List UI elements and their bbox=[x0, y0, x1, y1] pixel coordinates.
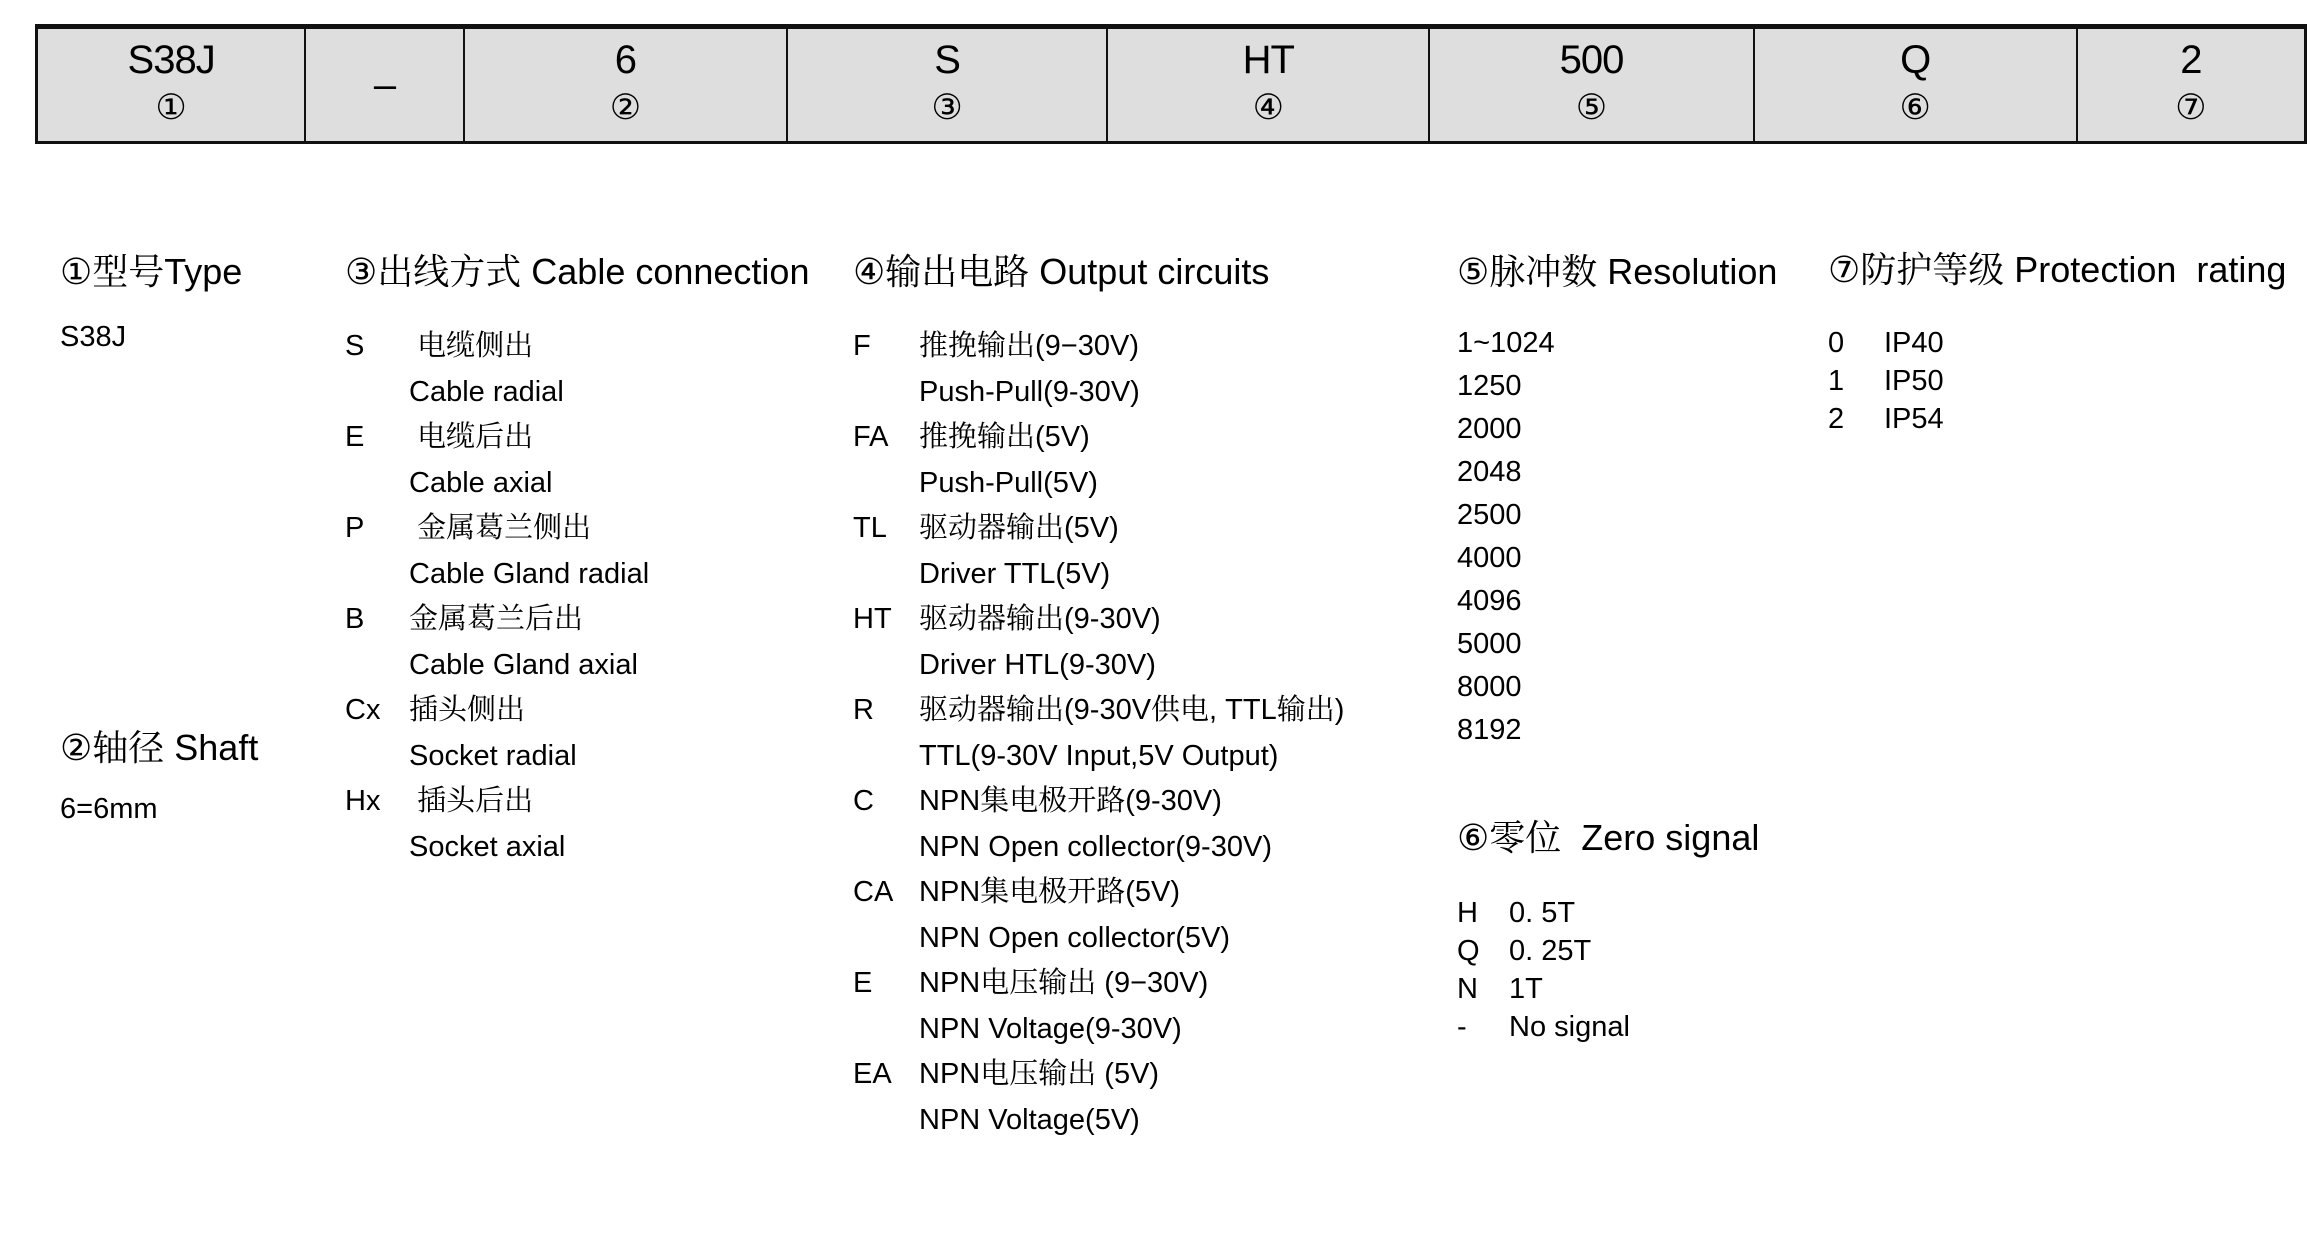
model-code-index: ② bbox=[609, 88, 642, 127]
option-code: FA bbox=[853, 421, 889, 453]
zero-signal-item bbox=[1457, 894, 1759, 932]
model-code-cell bbox=[786, 29, 1106, 141]
zero-signal-item bbox=[1457, 932, 1759, 970]
option-value: IP50 bbox=[1884, 365, 1944, 397]
option-label-en: Driver TTL(5V) bbox=[919, 557, 1111, 590]
option-label-zh: 插头后出 bbox=[409, 785, 534, 817]
option-label-en: Cable axial bbox=[409, 466, 553, 499]
option-label-zh: 推挽输出(5V) bbox=[919, 421, 1090, 453]
model-code-cell bbox=[463, 29, 786, 141]
model-code-index: ⑦ bbox=[2175, 88, 2207, 127]
cable-connection-item bbox=[345, 324, 809, 415]
model-code-index: ④ bbox=[1252, 88, 1284, 127]
option-code: Q bbox=[1457, 935, 1480, 967]
model-code-value: S38J bbox=[127, 38, 215, 82]
section-type-heading: ①型号Type bbox=[60, 251, 243, 292]
option-value: 0. 25T bbox=[1509, 935, 1592, 967]
resolution-value: 5000 bbox=[1457, 628, 1522, 660]
output-circuit-item bbox=[853, 597, 1344, 688]
output-circuit-item bbox=[853, 870, 1344, 961]
option-code: P bbox=[345, 512, 365, 544]
option-label-en: Cable radial bbox=[409, 375, 564, 408]
model-code-cell bbox=[38, 29, 304, 141]
option-label-en: Cable Gland radial bbox=[409, 557, 650, 590]
section-type-value: S38J bbox=[60, 321, 127, 353]
option-value: 0. 5T bbox=[1509, 897, 1576, 929]
resolution-value: 2000 bbox=[1457, 413, 1522, 445]
option-code: F bbox=[853, 330, 871, 362]
section-protection-rating bbox=[1828, 248, 2286, 438]
model-code-value: 500 bbox=[1559, 38, 1624, 82]
model-code-value: – bbox=[373, 63, 396, 107]
cable-connection-item bbox=[345, 597, 809, 688]
model-code-value: 6 bbox=[614, 38, 637, 82]
option-code: S bbox=[345, 330, 365, 362]
resolution-value: 4000 bbox=[1457, 542, 1522, 574]
section-shaft bbox=[60, 726, 258, 828]
option-label-zh: 驱动器输出(9-30V供电, TTL输出) bbox=[919, 694, 1345, 726]
protection-rating-item bbox=[1828, 324, 2286, 362]
option-label-en: Push-Pull(9-30V) bbox=[919, 375, 1140, 408]
option-label-en: Driver HTL(9-30V) bbox=[919, 648, 1156, 681]
option-code: 0 bbox=[1828, 327, 1845, 359]
option-code: - bbox=[1457, 1011, 1467, 1043]
resolution-value: 8192 bbox=[1457, 714, 1522, 746]
resolution-value: 1250 bbox=[1457, 370, 1522, 402]
option-label-en: Push-Pull(5V) bbox=[919, 466, 1098, 499]
option-code: E bbox=[345, 421, 365, 453]
section-output-circuits-heading: ④输出电路 Output circuits bbox=[853, 251, 1270, 292]
model-code-value: 2 bbox=[2180, 38, 2202, 82]
model-code-index: ⑤ bbox=[1575, 88, 1608, 127]
option-code: TL bbox=[853, 512, 887, 544]
protection-rating-item bbox=[1828, 400, 2286, 438]
section-output-circuits bbox=[853, 250, 1344, 1143]
option-code: 1 bbox=[1828, 365, 1845, 397]
cable-connection-item bbox=[345, 415, 809, 506]
option-label-en: TTL(9-30V Input,5V Output) bbox=[919, 739, 1279, 772]
option-label-en: NPN Open collector(9-30V) bbox=[919, 830, 1272, 863]
section-type bbox=[60, 250, 242, 356]
output-circuit-item bbox=[853, 1052, 1344, 1143]
model-code-cell bbox=[1753, 29, 2076, 141]
section-resolution-heading: ⑤脉冲数 Resolution bbox=[1457, 251, 1778, 292]
option-code: HT bbox=[853, 603, 892, 635]
output-circuit-item bbox=[853, 688, 1344, 779]
resolution-value: 4096 bbox=[1457, 585, 1522, 617]
section-cable-connection bbox=[345, 250, 809, 870]
option-code: 2 bbox=[1828, 403, 1845, 435]
option-code: EA bbox=[853, 1058, 892, 1090]
cable-connection-item bbox=[345, 779, 809, 870]
model-code-table bbox=[35, 24, 2307, 144]
option-value: No signal bbox=[1509, 1011, 1630, 1043]
option-label-zh: 金属葛兰侧出 bbox=[409, 512, 592, 544]
option-code: CA bbox=[853, 876, 894, 908]
option-label-zh: 驱动器输出(5V) bbox=[919, 512, 1119, 544]
option-code: N bbox=[1457, 973, 1478, 1005]
model-code-cell bbox=[1106, 29, 1428, 141]
option-label-en: Socket axial bbox=[409, 830, 566, 863]
section-protection-rating-heading: ⑦防护等级 Protection rating bbox=[1828, 249, 2287, 290]
option-label-en: NPN Voltage(9-30V) bbox=[919, 1012, 1182, 1045]
option-code: Hx bbox=[345, 785, 381, 817]
option-label-en: NPN Voltage(5V) bbox=[919, 1103, 1140, 1136]
output-circuit-item bbox=[853, 961, 1344, 1052]
zero-signal-item bbox=[1457, 970, 1759, 1008]
resolution-value: 8000 bbox=[1457, 671, 1522, 703]
option-label-en: Cable Gland axial bbox=[409, 648, 638, 681]
option-code: H bbox=[1457, 897, 1478, 929]
option-label-zh: NPN电压输出 (9−30V) bbox=[919, 967, 1209, 999]
option-value: 1T bbox=[1509, 973, 1543, 1005]
option-label-zh: 驱动器输出(9-30V) bbox=[919, 603, 1161, 635]
output-circuit-item bbox=[853, 415, 1344, 506]
option-label-zh: NPN集电极开路(5V) bbox=[919, 876, 1181, 908]
protection-rating-item bbox=[1828, 362, 2286, 400]
option-label-zh: 插头侧出 bbox=[409, 694, 526, 726]
option-code: R bbox=[853, 694, 874, 726]
section-resolution bbox=[1457, 250, 1777, 752]
model-code-cell bbox=[2076, 29, 2304, 141]
option-label-zh: NPN集电极开路(9-30V) bbox=[919, 785, 1222, 817]
option-label-zh: 金属葛兰后出 bbox=[409, 603, 584, 635]
option-label-zh: 推挽输出(9−30V) bbox=[919, 330, 1139, 362]
model-code-index: ① bbox=[155, 88, 187, 127]
model-code-cell bbox=[304, 29, 463, 141]
option-code: Cx bbox=[345, 694, 381, 726]
output-circuit-item bbox=[853, 779, 1344, 870]
model-code-index: ③ bbox=[931, 88, 963, 127]
option-code: C bbox=[853, 785, 874, 817]
cable-connection-item bbox=[345, 506, 809, 597]
option-code: E bbox=[853, 967, 873, 999]
section-zero-signal-heading: ⑥零位 Zero signal bbox=[1457, 817, 1760, 858]
option-code: B bbox=[345, 603, 365, 635]
model-code-index: ⑥ bbox=[1899, 88, 1931, 127]
section-shaft-heading: ②轴径 Shaft bbox=[60, 727, 259, 768]
section-shaft-value: 6=6mm bbox=[60, 793, 158, 825]
option-label-zh: 电缆侧出 bbox=[409, 330, 534, 362]
option-label-en: Socket radial bbox=[409, 739, 577, 772]
cable-connection-item bbox=[345, 688, 809, 779]
section-cable-connection-heading: ③出线方式 Cable connection bbox=[345, 251, 810, 292]
option-value: IP40 bbox=[1884, 327, 1944, 359]
output-circuit-item bbox=[853, 324, 1344, 415]
model-code-cell bbox=[1428, 29, 1752, 141]
resolution-value: 2500 bbox=[1457, 499, 1522, 531]
option-value: IP54 bbox=[1884, 403, 1944, 435]
resolution-value: 2048 bbox=[1457, 456, 1522, 488]
resolution-value: 1~1024 bbox=[1457, 327, 1555, 359]
output-circuit-item bbox=[853, 506, 1344, 597]
option-label-en: NPN Open collector(5V) bbox=[919, 921, 1231, 954]
zero-signal-item bbox=[1457, 1008, 1759, 1046]
model-code-value: S bbox=[934, 38, 960, 82]
option-label-zh: 电缆后出 bbox=[409, 421, 534, 453]
section-zero-signal bbox=[1457, 816, 1759, 1046]
option-label-zh: NPN电压输出 (5V) bbox=[919, 1058, 1160, 1090]
model-code-value: Q bbox=[1900, 38, 1931, 82]
model-code-value: HT bbox=[1242, 38, 1294, 82]
